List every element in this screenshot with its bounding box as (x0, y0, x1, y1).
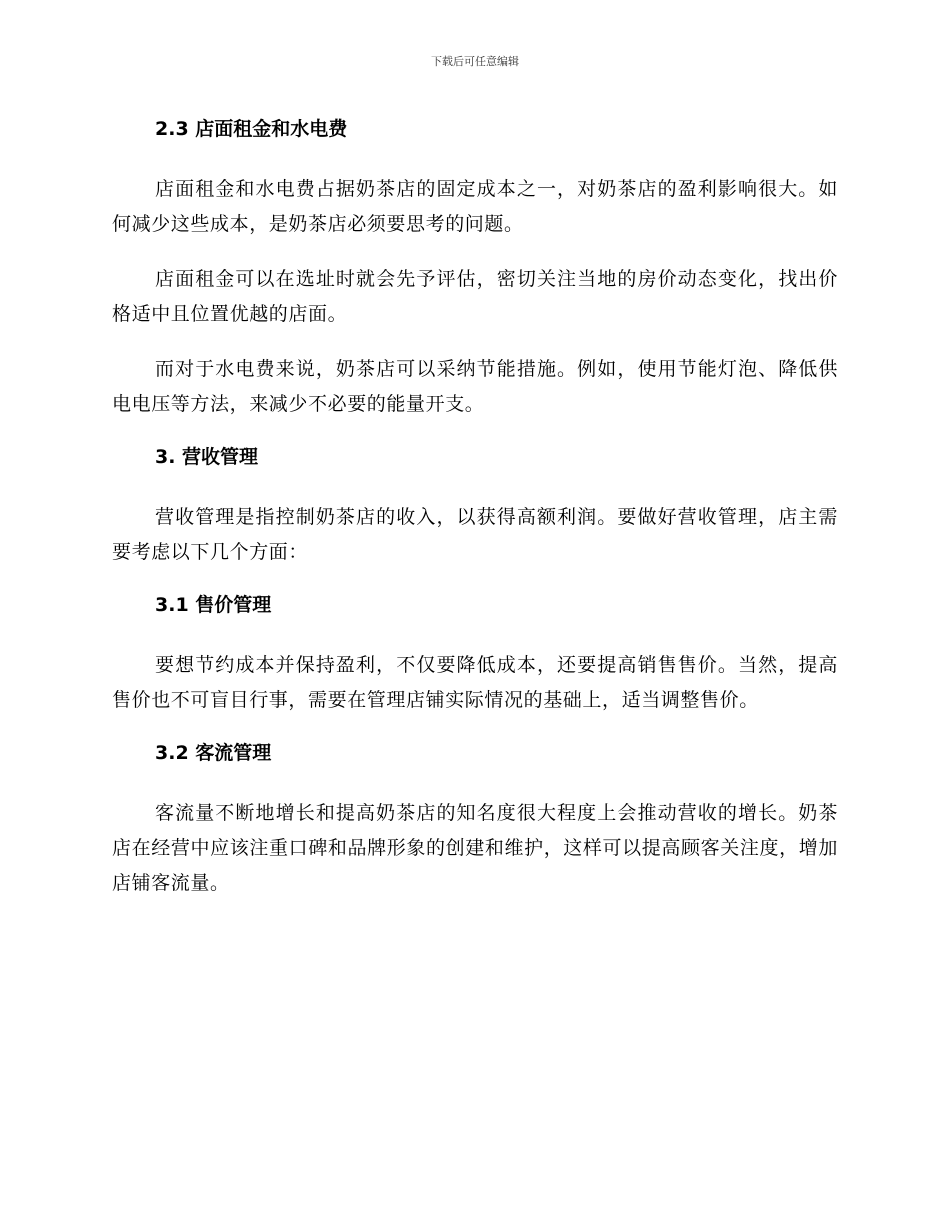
section-heading-3-1: 3.1 售价管理 (155, 594, 272, 616)
paragraph: 而对于水电费来说，奶茶店可以采纳节能措施。例如，使用节能灯泡、降低供电电压等方法，来减少不必要的能量开支。 (112, 358, 838, 415)
section-heading-3: 3. 营收管理 (155, 446, 259, 468)
page-header: 下载后可任意编辑 (431, 55, 519, 68)
paragraph: 客流量不断地增长和提高奶茶店的知名度很大程度上会推动营收的增长。奶茶店在经营中应该注重口碑和品牌形象的创建和维护，这样可以提高顾客关注度，增加店铺客流量。 (112, 802, 838, 894)
paragraph: 营收管理是指控制奶茶店的收入，以获得高额利润。要做好营收管理，店主需要考虑以下几个方面： (112, 506, 838, 563)
paragraph: 店面租金和水电费占据奶茶店的固定成本之一，对奶茶店的盈利影响很大。如何减少这些成本，是奶茶店必须要思考的问题。 (112, 178, 838, 235)
paragraph: 店面租金可以在选址时就会先予评估，密切关注当地的房价动态变化，找出价格适中且位置优越的店面。 (112, 268, 838, 325)
section-heading-3-2: 3.2 客流管理 (155, 742, 272, 764)
document-body (112, 114, 838, 921)
section-heading-2-3: 2.3 店面租金和水电费 (155, 118, 348, 140)
paragraph: 要想节约成本并保持盈利，不仅要降低成本，还要提高销售售价。当然，提高售价也不可盲目行事，需要在管理店铺实际情况的基础上，适当调整售价。 (112, 654, 838, 711)
